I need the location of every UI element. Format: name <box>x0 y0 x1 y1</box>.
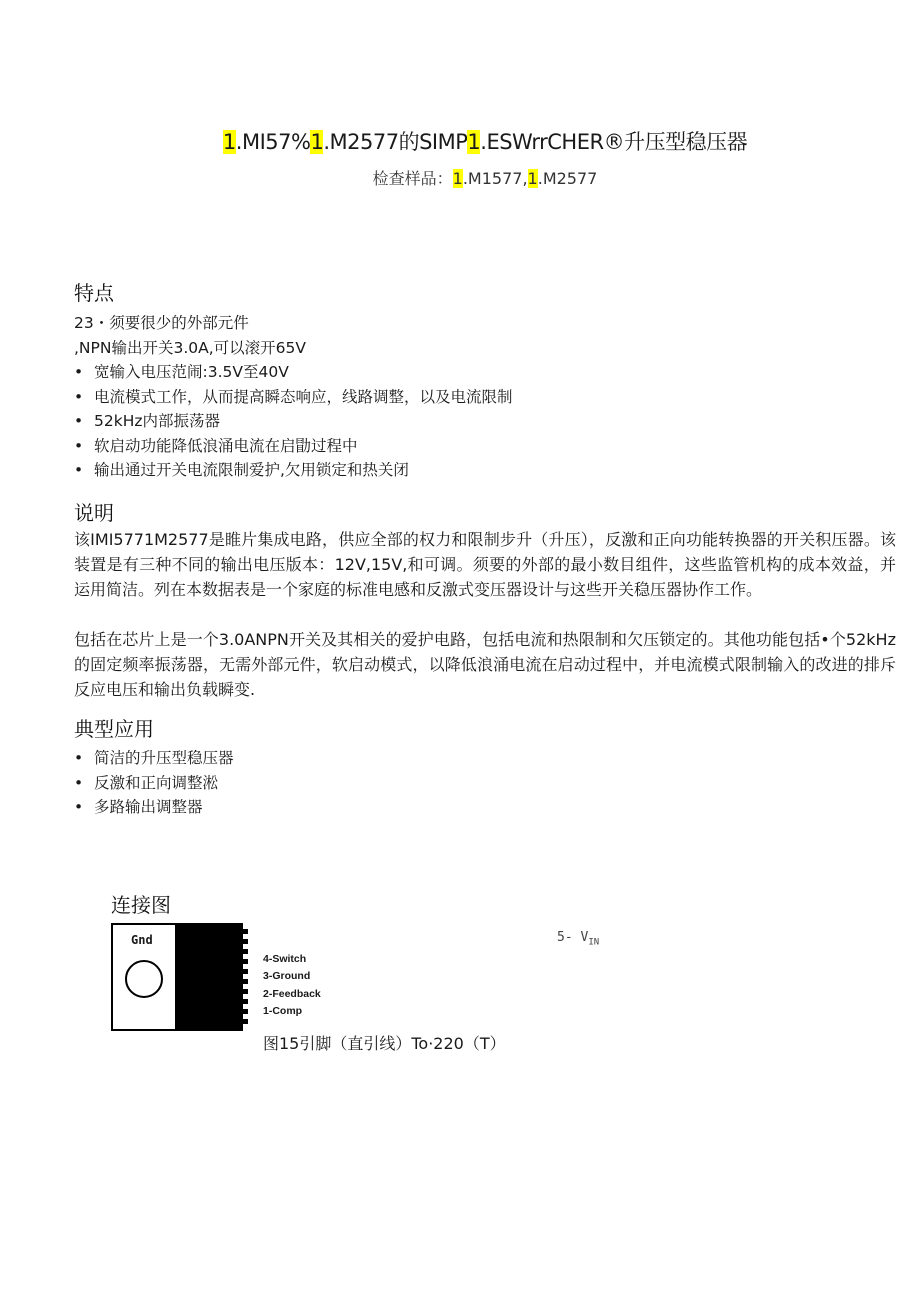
pin-label: 3-Ground <box>263 970 311 983</box>
description-paragraph-1: 该IMI5771M2577是睢片集成电路，供应全部的权力和限制步升（升压），反激和正向功能转换器的开关积压器。该装置是有三种不同的输出电压版本：12V,15V,和可调。须要的外部的最小数目组件，这些监管机构的成本效益，并运用简洁。列在本数据表是一个家庭的标准电感和反激式变压器设计与这些开关稳压器协作工作。 <box>74 530 896 599</box>
document-subtitle <box>0 166 920 189</box>
gnd-label: Gnd <box>131 933 153 947</box>
applications-item-text: 反激和正向调整淞 <box>94 773 219 792</box>
features-item <box>74 311 513 336</box>
features-item <box>74 409 513 434</box>
features-item-text: ,NPN输出开关3.0A,可以滚开65V <box>74 338 306 357</box>
applications-heading: 典型应用 <box>74 717 154 741</box>
features-item <box>74 385 513 410</box>
vin-text: 5- V <box>557 930 589 945</box>
bullet: • <box>74 387 84 406</box>
applications-item-text: 多路输出调整器 <box>94 798 203 816</box>
title-text: .M2577的SIMP <box>323 130 468 154</box>
pin-label: 1-Comp <box>263 1004 303 1017</box>
features-item-text: 宽输入电压范闹:3.5V至40V <box>94 363 289 381</box>
description-paragraph-2: 包括在芯片上是一个3.0ANPN开关及其相关的爱护电路，包括电流和热限制和欠压锁定的。其他功能包括•个52kHz的固定频率振荡器，无需外部元件，软启动模式，以降低浪涌电流在启动过程中，并电流模式限制输入的改进的排斥反应电压和输出负载瞬变. <box>74 630 896 699</box>
applications-item <box>74 771 234 796</box>
features-item <box>74 434 513 459</box>
applications-item <box>74 746 234 771</box>
applications-item <box>74 795 234 820</box>
title-highlight: 1 <box>467 130 481 154</box>
bullet: • <box>74 363 84 381</box>
features-item-text: 软启动功能降低浪涌电流在启勖过程中 <box>94 436 358 455</box>
subtitle-highlight: 1 <box>527 169 538 188</box>
features-item <box>74 360 513 385</box>
applications-list <box>74 746 234 820</box>
package-pins <box>242 929 248 1025</box>
connection-heading: 连接图 <box>111 893 171 917</box>
document-title <box>0 126 920 156</box>
features-heading: 特点 <box>74 281 114 305</box>
bullet: • <box>74 749 84 767</box>
figure-caption: 图15引脚（直引线）To·220（T） <box>263 1034 506 1053</box>
vin-pin-label <box>557 930 599 948</box>
description-heading: 说明 <box>74 501 114 525</box>
features-item <box>74 336 513 361</box>
pin-label: 2-Feedback <box>263 987 321 1000</box>
subtitle-highlight: 1 <box>452 169 463 188</box>
features-item <box>74 458 513 483</box>
title-highlight: 1 <box>222 130 236 154</box>
subtitle-text: .M1577, <box>462 169 528 188</box>
features-item-text: 23・须要很少的外部元件 <box>74 314 249 332</box>
pin-label: 4-Switch <box>263 953 307 965</box>
mounting-hole-icon <box>125 960 163 998</box>
subtitle-text: .M2577 <box>537 169 598 188</box>
title-text: .ESWrrCHER®升压型稳压器 <box>480 130 748 154</box>
features-item-text: 输出通过开关电流限制爱护,欠用锁定和热关闭 <box>94 461 409 479</box>
features-item-text: 52kHz内部振荡器 <box>94 412 220 430</box>
package-tab <box>175 923 243 1031</box>
title-highlight: 1 <box>310 130 324 154</box>
bullet: • <box>74 773 84 792</box>
subtitle-text: 检查样品： <box>372 169 453 188</box>
applications-item-text: 简洁的升压型稳压器 <box>94 749 234 767</box>
title-text: .MI57% <box>235 130 311 154</box>
features-list <box>74 311 513 483</box>
bullet: • <box>74 436 84 455</box>
bullet: • <box>74 461 84 479</box>
pin-list <box>263 951 321 1020</box>
to220-package-diagram <box>111 923 248 1033</box>
bullet: • <box>74 798 84 816</box>
features-item-text: 电流模式工作，从而提高瞬态响应，线路调整，以及电流限制 <box>94 387 513 406</box>
bullet: • <box>74 412 84 430</box>
vin-subscript: IN <box>588 937 600 948</box>
